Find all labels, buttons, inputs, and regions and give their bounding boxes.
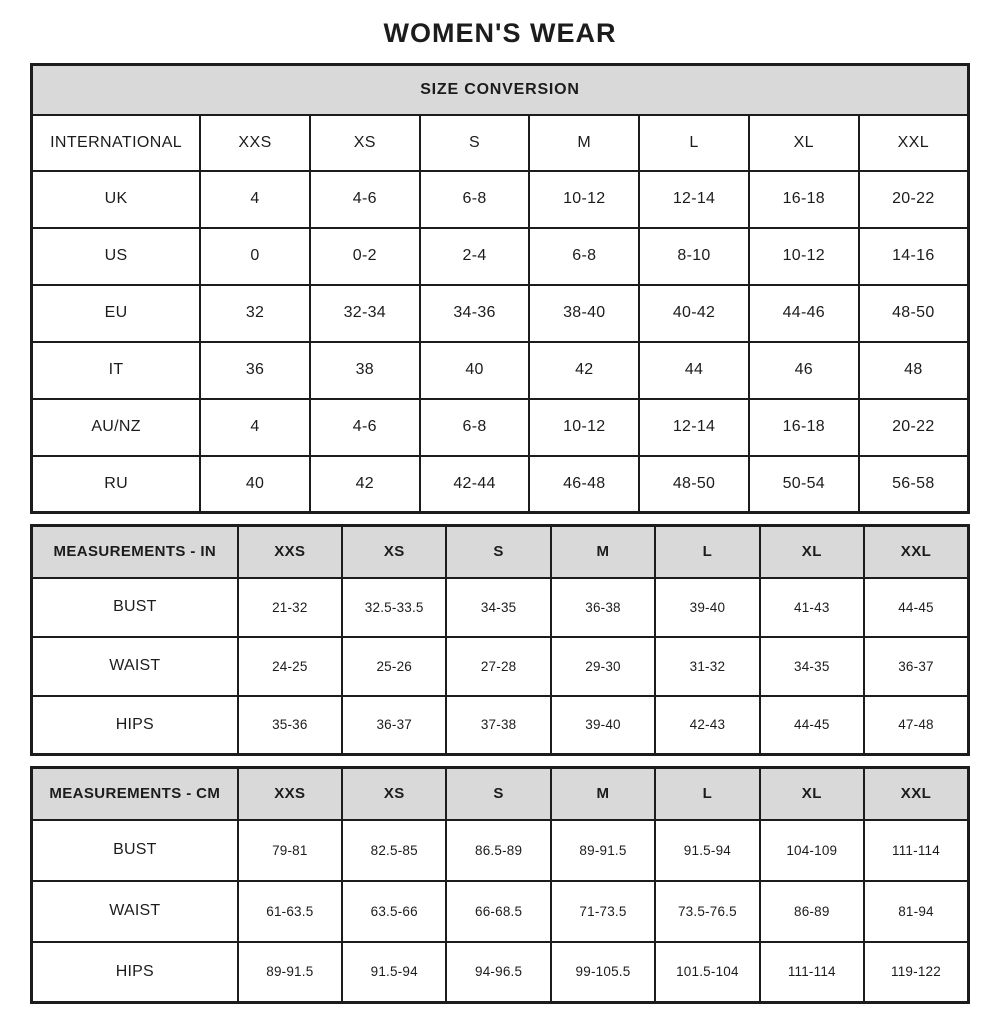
- table-cell: 8-10: [639, 228, 749, 285]
- table-cell: 61-63.5: [238, 881, 342, 942]
- size-col-header-s: S: [446, 768, 550, 820]
- size-conversion-table: [30, 63, 970, 514]
- table-row: [32, 228, 969, 285]
- table-cell: 39-40: [551, 696, 655, 755]
- row-label: BUST: [32, 820, 238, 881]
- table-cell: 38-40: [529, 285, 639, 342]
- table-cell: 2-4: [420, 228, 530, 285]
- table-cell: 32: [200, 285, 310, 342]
- table-row: [32, 342, 969, 399]
- table-cell: 31-32: [655, 637, 759, 696]
- table-cell: 89-91.5: [551, 820, 655, 881]
- table-cell: 73.5-76.5: [655, 881, 759, 942]
- table-cell: 63.5-66: [342, 881, 446, 942]
- row-label: UK: [32, 171, 201, 228]
- table-cell: 44-45: [760, 696, 864, 755]
- row-label: US: [32, 228, 201, 285]
- table-cell: 37-38: [446, 696, 550, 755]
- table-cell: 0: [200, 228, 310, 285]
- table-cell: 111-114: [760, 942, 864, 1003]
- row-label: HIPS: [32, 696, 238, 755]
- table-cell: 16-18: [749, 399, 859, 456]
- table-row: [32, 456, 969, 513]
- size-col-header-m: M: [529, 115, 639, 171]
- table-cell: 89-91.5: [238, 942, 342, 1003]
- table-cell: 44-46: [749, 285, 859, 342]
- table-cell: 12-14: [639, 399, 749, 456]
- table-cell: 66-68.5: [446, 881, 550, 942]
- measurements-in-title: MEASUREMENTS - IN: [32, 526, 238, 578]
- table-cell: 48: [859, 342, 969, 399]
- row-label: BUST: [32, 578, 238, 637]
- row-label: RU: [32, 456, 201, 513]
- size-col-header-xs: XS: [310, 115, 420, 171]
- table-cell: 12-14: [639, 171, 749, 228]
- size-conversion-header-row: [32, 115, 969, 171]
- size-col-header-xxs: XXS: [238, 768, 342, 820]
- table-cell: 42: [529, 342, 639, 399]
- size-col-header-xs: XS: [342, 768, 446, 820]
- row-label: HIPS: [32, 942, 238, 1003]
- table-cell: 38: [310, 342, 420, 399]
- table-cell: 56-58: [859, 456, 969, 513]
- table-cell: 40: [420, 342, 530, 399]
- size-col-header-l: L: [655, 768, 759, 820]
- table-cell: 34-36: [420, 285, 530, 342]
- table-cell: 91.5-94: [655, 820, 759, 881]
- table-cell: 21-32: [238, 578, 342, 637]
- table-row: [32, 820, 969, 881]
- table-cell: 40: [200, 456, 310, 513]
- size-col-header-xxs: XXS: [200, 115, 310, 171]
- table-cell: 86-89: [760, 881, 864, 942]
- table-cell: 46-48: [529, 456, 639, 513]
- size-col-header-m: M: [551, 526, 655, 578]
- table-cell: 36-38: [551, 578, 655, 637]
- table-cell: 46: [749, 342, 859, 399]
- table-cell: 40-42: [639, 285, 749, 342]
- size-col-header-xxl: XXL: [859, 115, 969, 171]
- table-cell: 34-35: [446, 578, 550, 637]
- table-cell: 99-105.5: [551, 942, 655, 1003]
- row-label: IT: [32, 342, 201, 399]
- table-row: [32, 942, 969, 1003]
- table-cell: 42-44: [420, 456, 530, 513]
- table-cell: 34-35: [760, 637, 864, 696]
- table-cell: 104-109: [760, 820, 864, 881]
- table-cell: 25-26: [342, 637, 446, 696]
- size-col-header-xl: XL: [760, 526, 864, 578]
- table-row: [32, 578, 969, 637]
- table-cell: 36-37: [342, 696, 446, 755]
- table-cell: 4-6: [310, 171, 420, 228]
- size-conversion-title: SIZE CONVERSION: [32, 65, 969, 115]
- size-col-header-l: L: [639, 115, 749, 171]
- measurements-cm-title: MEASUREMENTS - CM: [32, 768, 238, 820]
- table-cell: 48-50: [859, 285, 969, 342]
- table-cell: 101.5-104: [655, 942, 759, 1003]
- size-col-header-xxl: XXL: [864, 526, 969, 578]
- table-cell: 10-12: [749, 228, 859, 285]
- table-row: [32, 637, 969, 696]
- measurements-cm-header-row: [32, 768, 969, 820]
- measurements-in-table: [30, 524, 970, 756]
- table-cell: 44: [639, 342, 749, 399]
- size-col-header-xxl: XXL: [864, 768, 969, 820]
- table-cell: 20-22: [859, 171, 969, 228]
- row-label: AU/NZ: [32, 399, 201, 456]
- table-cell: 81-94: [864, 881, 969, 942]
- column-header-international: INTERNATIONAL: [32, 115, 201, 171]
- size-col-header-xl: XL: [749, 115, 859, 171]
- table-cell: 35-36: [238, 696, 342, 755]
- size-col-header-xs: XS: [342, 526, 446, 578]
- page-title: WOMEN'S WEAR: [383, 18, 617, 48]
- table-cell: 6-8: [420, 171, 530, 228]
- table-cell: 29-30: [551, 637, 655, 696]
- table-cell: 24-25: [238, 637, 342, 696]
- measurements-cm-table: [30, 766, 970, 1004]
- row-label: WAIST: [32, 881, 238, 942]
- table-cell: 10-12: [529, 171, 639, 228]
- table-cell: 36: [200, 342, 310, 399]
- table-cell: 48-50: [639, 456, 749, 513]
- table-cell: 119-122: [864, 942, 969, 1003]
- size-col-header-l: L: [655, 526, 759, 578]
- table-cell: 4: [200, 399, 310, 456]
- table-cell: 39-40: [655, 578, 759, 637]
- table-cell: 71-73.5: [551, 881, 655, 942]
- table-cell: 14-16: [859, 228, 969, 285]
- measurements-in-header-row: [32, 526, 969, 578]
- table-cell: 50-54: [749, 456, 859, 513]
- table-cell: 94-96.5: [446, 942, 550, 1003]
- row-label: WAIST: [32, 637, 238, 696]
- table-row: [32, 881, 969, 942]
- table-cell: 0-2: [310, 228, 420, 285]
- table-row: [32, 285, 969, 342]
- table-cell: 41-43: [760, 578, 864, 637]
- table-cell: 111-114: [864, 820, 969, 881]
- table-cell: 42-43: [655, 696, 759, 755]
- table-cell: 32.5-33.5: [342, 578, 446, 637]
- table-cell: 82.5-85: [342, 820, 446, 881]
- row-label: EU: [32, 285, 201, 342]
- table-cell: 86.5-89: [446, 820, 550, 881]
- table-cell: 79-81: [238, 820, 342, 881]
- table-row: [32, 399, 969, 456]
- table-cell: 6-8: [420, 399, 530, 456]
- table-cell: 44-45: [864, 578, 969, 637]
- table-cell: 27-28: [446, 637, 550, 696]
- table-cell: 91.5-94: [342, 942, 446, 1003]
- table-cell: 6-8: [529, 228, 639, 285]
- size-col-header-s: S: [446, 526, 550, 578]
- size-col-header-m: M: [551, 768, 655, 820]
- table-cell: 42: [310, 456, 420, 513]
- size-col-header-s: S: [420, 115, 530, 171]
- table-cell: 32-34: [310, 285, 420, 342]
- table-cell: 20-22: [859, 399, 969, 456]
- table-cell: 47-48: [864, 696, 969, 755]
- table-cell: 16-18: [749, 171, 859, 228]
- table-cell: 4: [200, 171, 310, 228]
- table-row: [32, 171, 969, 228]
- size-conversion-title-row: [32, 65, 969, 115]
- table-cell: 36-37: [864, 637, 969, 696]
- size-col-header-xl: XL: [760, 768, 864, 820]
- table-cell: 10-12: [529, 399, 639, 456]
- table-row: [32, 696, 969, 755]
- table-cell: 4-6: [310, 399, 420, 456]
- size-col-header-xxs: XXS: [238, 526, 342, 578]
